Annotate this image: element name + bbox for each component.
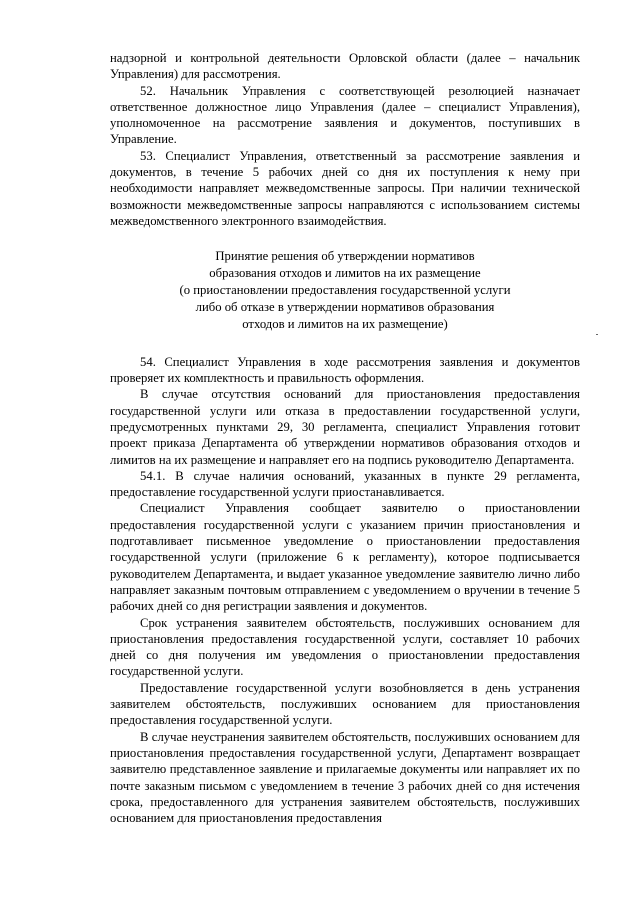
heading-line: образования отходов и лимитов на их размещение: [209, 266, 481, 281]
section-heading: [110, 248, 580, 333]
heading-line: отходов и лимитов на их размещение): [242, 316, 448, 331]
paragraph-resumption: Предоставление государственной услуги возобновляется в день устранения заявителем обстоятельств, послуживших основанием для приостановления предоставления государственной услуги.: [110, 680, 580, 728]
heading-line: либо об отказе в утверждении нормативов образования: [195, 299, 495, 314]
scan-mark: [596, 334, 598, 335]
heading-line: (о приостановлении предоставления государственной услуги: [179, 283, 511, 298]
paragraph-continuation: надзорной и контрольной деятельности Орловской области (далее – начальник Управления) для рассмотрения.: [110, 51, 580, 82]
paragraph-53: 53. Специалист Управления, ответственный за рассмотрение заявления и документов, в течение 5 рабочих дней со дня их поступления к нему при необходимости направляет межведомственные запросы. При наличии технической возможности межведомственные запросы направляются с использованием системы межведомственного электронного взаимодействия.: [110, 148, 580, 228]
paragraph-54-1: 54.1. В случае наличия оснований, указанных в пункте 29 регламента, предоставление государственной услуги приостанавливается.: [110, 468, 580, 500]
heading-line: Принятие решения об утверждении нормативов: [215, 249, 475, 264]
paragraph-notification: Специалист Управления сообщает заявителю о приостановлении предоставления государственной услуги с указанием причин приостановления и подготавливает письменное уведомление о приостановлении предоставления государственной услуги (приложение 6 к регламенту), которое подписывается руководителем Департамента, и выдает указанное уведомление заявителю лично либо направляет заказным почтовым отправлением с уведомлением о вручении в течение 5 рабочих дней со дня регистрации заявления и документов.: [110, 501, 580, 614]
document-body: [110, 50, 580, 826]
paragraph-54: 54. Специалист Управления в ходе рассмотрения заявления и документов проверяет их комплектность и правильность оформления.: [110, 354, 580, 386]
paragraph-deadline: Срок устранения заявителем обстоятельств, послуживших основанием для приостановления предоставления государственной услуги, составляет 10 рабочих дней со дня получения им уведомления о приостановлении предоставления государственной услуги.: [110, 615, 580, 679]
paragraph-return-documents: В случае неустранения заявителем обстоятельств, послуживших основанием для приостановления предоставления государственной услуги, Департамент возвращает заявителю представленное заявление и прилагаемые документы или направляет их по почте заказным письмом с уведомлением в течение 3 рабочих дней со дня истечения срока, предоставленного для устранения заявителем обстоятельств, послуживших основанием для приостановления предоставления: [110, 729, 580, 826]
paragraph-52: 52. Начальник Управления с соответствующей резолюцией назначает ответственное должностное лицо Управления (далее – специалист Управления), уполномоченное на рассмотрение заявления и документов, поступивших в Управление.: [110, 83, 580, 147]
paragraph-no-grounds: В случае отсутствия оснований для приостановления предоставления государственной услуги или отказа в предоставлении государственной услуги, предусмотренных пунктами 29, 30 регламента, специалист Управления готовит проект приказа Департамента об утверждении нормативов образования отходов и лимитов на их размещение и направляет его на подпись руководителю Департамента.: [110, 387, 580, 467]
